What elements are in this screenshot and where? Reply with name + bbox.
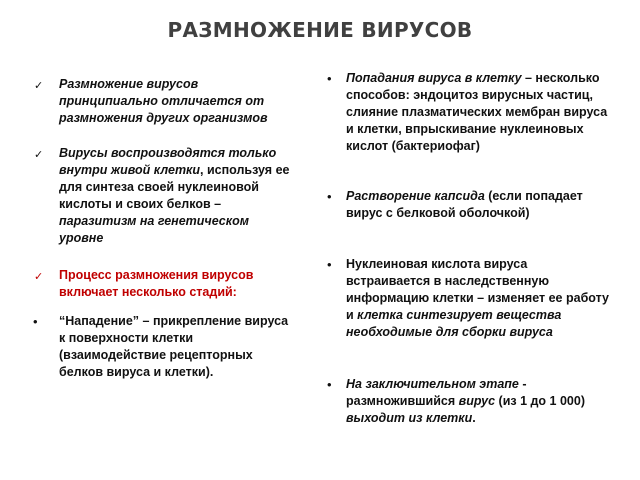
- list-item: [33, 313, 293, 381]
- item-text: - размножившийся: [346, 377, 527, 408]
- item-text: .: [472, 411, 476, 425]
- item-text: (из 1 до 1 000): [495, 394, 585, 408]
- slide-title: РАЗМНОЖЕНИЕ ВИРУСОВ: [167, 18, 473, 42]
- dot-bullet-icon: •: [327, 257, 332, 272]
- left-column: [33, 76, 293, 381]
- list-item: [33, 76, 293, 127]
- item-text: , используя ее для синтеза своей нуклеиновой кислоты и своих белков –: [59, 163, 290, 211]
- dot-bullet-icon: •: [327, 189, 332, 204]
- item-text-italic: Растворение капсида: [346, 189, 485, 203]
- dot-bullet-icon: •: [33, 314, 38, 329]
- item-text-italic: На заключительном этапе: [346, 377, 519, 391]
- item-text-italic: Попадания вируса в клетку: [346, 71, 522, 85]
- item-text-italic: вирус: [458, 394, 496, 408]
- checkmark-bullet-icon: ✓: [34, 79, 44, 92]
- item-text: Нуклеиновая кислота вируса встраивается в наследственную информацию клетки – изменяет ее работу и: [346, 257, 610, 322]
- item-text: “Нападение” – прикрепление вируса к поверхности клетки (взаимодействие рецепторных белков вируса и клетки).: [59, 314, 289, 379]
- checkmark-bullet-icon: ✓: [34, 148, 44, 161]
- item-text-highlight: Процесс размножения вирусов включает несколько стадий:: [59, 268, 254, 299]
- dot-bullet-icon: •: [327, 71, 332, 86]
- item-text: (если попадает вирус с белковой оболочкой): [346, 189, 583, 220]
- item-text: – несколько способов: эндоцитоз вирусных частиц, слияние плазматических мембран вируса и клетки, впрыскивание нуклеиновых кислот (бактериофаг): [346, 71, 608, 153]
- list-item: [33, 145, 293, 247]
- checkmark-bullet-icon: ✓: [34, 270, 44, 283]
- list-item: [327, 376, 612, 427]
- list-item: [327, 188, 612, 222]
- item-text: Размножение вирусов принципиально отличается от размножения других организмов: [59, 77, 268, 125]
- item-text-italic: выходит из клетки: [346, 411, 473, 425]
- item-text-italic: паразитизм на генетическом уровне: [59, 214, 249, 245]
- dot-bullet-icon: •: [327, 377, 332, 392]
- list-item: [33, 267, 293, 301]
- right-column: [327, 70, 612, 427]
- item-text-italic: клетка синтезирует вещества необходимые для сборки вируса: [346, 308, 562, 339]
- list-item: [327, 70, 612, 155]
- item-text-italic: Вирусы воспроизводятся только внутри живой клетки: [59, 146, 277, 177]
- list-item: [327, 256, 612, 341]
